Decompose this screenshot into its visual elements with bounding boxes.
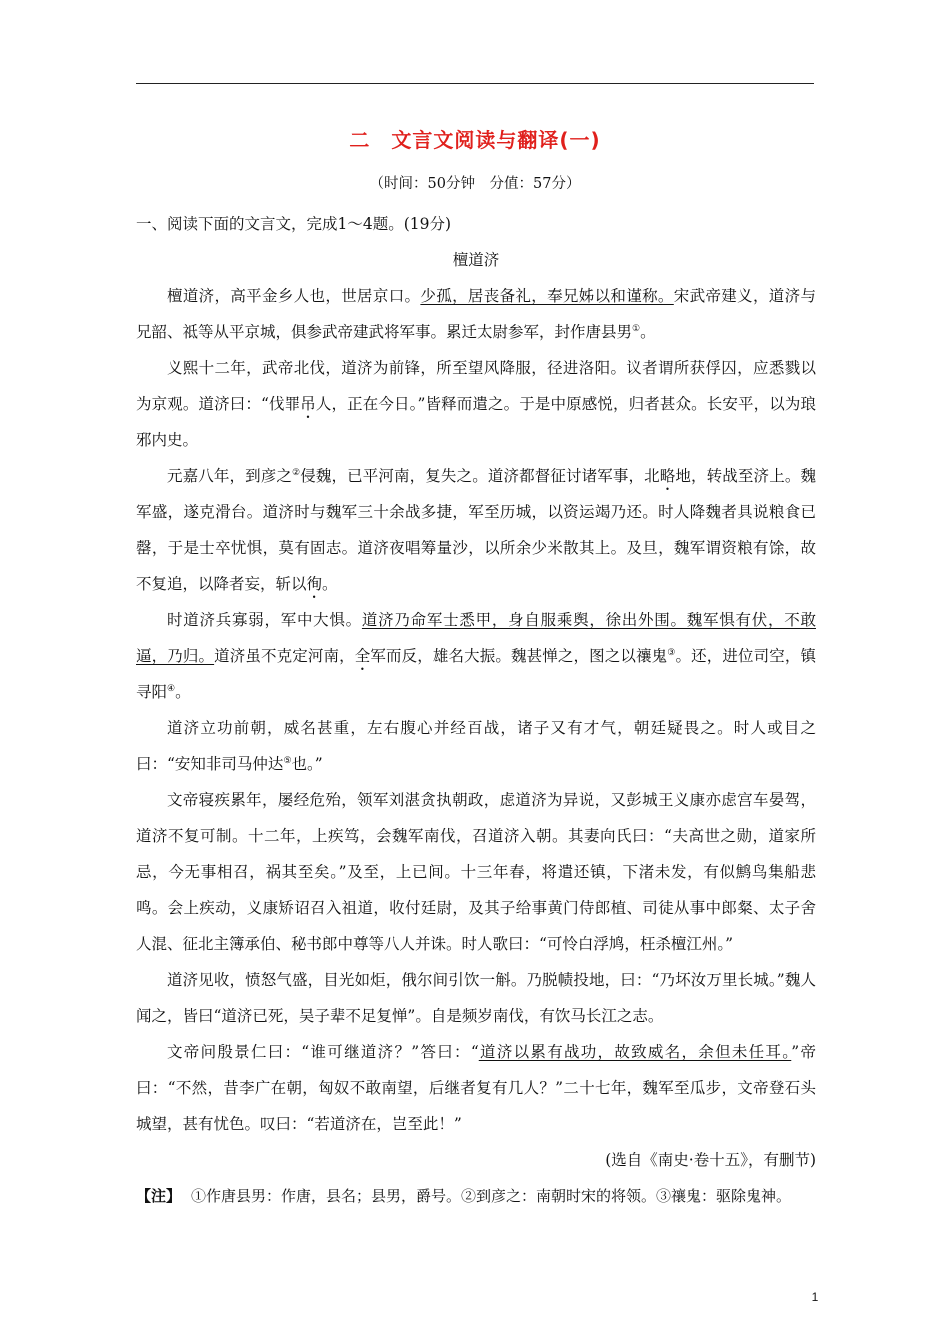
footnote-ref-4: ④ (167, 683, 176, 694)
text-run: 侵魏，已平河南，复失之。道济都督征讨诸军事，北 (300, 467, 660, 485)
dotted-word-lue: 略 (659, 467, 676, 485)
footnote-ref-2: ② (292, 467, 301, 478)
footnote-ref-5: ⑤ (283, 755, 292, 766)
text-run: 军而反，雄名大振。魏甚惮之，图之以禳鬼 (370, 647, 668, 665)
text-run: ”帝曰：“不然，昔李广在朝，匈奴不敢南望，后继者复有几人？”二十七年，魏军至瓜步，文帝登石头城望，甚有忧色。叹曰：“若道济在，岂至此！” (136, 1043, 816, 1133)
paragraph-7: 道济见收，愤怒气盛，目光如炬，俄尔间引饮一斛。乃脱帻投地，曰：“乃坏汝万里长城。”魏人闻之，皆曰“道济已死，吴子辈不足复惮”。自是频岁南伐，有饮马长江之志。 (136, 971, 816, 1025)
underlined-sentence-2: 道济乃命军士悉甲，身自服乘舆，徐出外围。魏军惧有伏，不敢逼，乃归。 (136, 611, 816, 665)
text-run: 时道济兵寡弱，军中大惧。 (167, 611, 362, 629)
footnotes (136, 1178, 816, 1214)
text-run: 地，转战至济上。魏军盛，遂克滑台。道济时与魏军三十余战多捷，军至历城，以资运竭乃还。时人降魏者具说粮食已罄，于是士卒忧惧，莫有固志。道济夜唱筹量沙，以所余少米散其上。及旦，魏军谓资粮有馀，故不复追，以降者妄，斩以 (136, 467, 816, 593)
document-body (136, 206, 816, 1214)
text-run: 元嘉八年，到彦之 (167, 467, 293, 485)
text-run: 也。” (291, 755, 323, 773)
footnote-ref-1: ① (632, 323, 641, 334)
text-run: 。 (175, 683, 191, 701)
paragraph-8 (136, 1034, 816, 1142)
question-heading: 一、阅读下面的文言文，完成1～4题。(19分) (136, 215, 452, 233)
text-run: 檀道济，高平金乡人也，世居京口。 (167, 287, 421, 305)
paragraph-3 (136, 458, 816, 602)
paragraph-1 (136, 278, 816, 350)
text-run: 文帝问殷景仁曰：“谁可继道济？”答曰：“ (167, 1043, 479, 1061)
underlined-sentence-3: 道济以累有战功，故致威名，余但未任耳。 (478, 1043, 792, 1061)
header-rule (136, 83, 814, 84)
paragraph-4 (136, 602, 816, 710)
time-score-info: （时间：50分钟 分值：57分） (369, 176, 581, 192)
text-run: 人，正在今日。”皆释而遣之。于是中原感悦，归者甚众。长安平，以为琅邪内史。 (136, 395, 816, 449)
text-run: 道济虽不克定河南， (214, 647, 355, 665)
underlined-sentence-1: 少孤，居丧备礼，奉兄姊以和谨称。 (420, 287, 674, 305)
text-run: 。 (322, 575, 338, 593)
footnote-ref-3: ③ (667, 647, 676, 658)
text-run: 道济立功前朝，威名甚重，左右腹心并经百战，诸子又有才气，朝廷疑畏之。时人或目之曰：“安知非司马仲达 (136, 719, 816, 773)
note-text: ①作唐县男：作唐，县名；县男，爵号。②到彦之：南朝时宋的将领。③禳鬼：驱除鬼神。 (191, 1187, 792, 1205)
page-number: 1 (811, 1290, 819, 1304)
text-run: 宋武帝建义，道济与兄韶、祗等从平京城，俱参武帝建武将军事。累迁太尉参军，封作唐县男 (136, 287, 816, 341)
passage-title: 檀道济 (452, 251, 500, 269)
text-run: 。 (640, 323, 656, 341)
dotted-word-diao: 吊 (300, 395, 316, 413)
dotted-word-quan: 全 (354, 647, 371, 665)
page-title: 二 文言文阅读与翻译(一) (349, 128, 601, 152)
paragraph-2 (136, 350, 816, 458)
note-label: 【注】 (136, 1187, 182, 1205)
source-citation: (选自《南史·卷十五》，有删节) (605, 1151, 816, 1169)
dotted-word-xun: 徇 (306, 575, 323, 593)
paragraph-5 (136, 710, 816, 782)
paragraph-6: 文帝寝疾累年，屡经危殆，领军刘湛贪执朝政，虑道济为异说，又彭城王义康亦虑宫车晏驾，道济不复可制。十二年，上疾笃，会魏军南伐，召道济入朝。其妻向氏曰：“夫高世之勋，道家所忌，今无事相召，祸其至矣。”及至，上已间。十三年春，将遣还镇，下渚未发，有似鹪鸟集船悲鸣。会上疾动，义康矫诏召入祖道，收付廷尉，及其子给事黄门侍郎植、司徒从事中郎粲、太子舍人混、征北主簿承伯、秘书郎中尊等八人并诛。时人歌曰：“可怜白浮鸠，枉杀檀江州。” (136, 791, 816, 953)
text-run: 义熙十二年，武帝北伐，道济为前锋，所至望风降服，径进洛阳。议者谓所获俘囚，应悉戮以为京观。道济曰：“伐罪 (136, 359, 816, 413)
text-run: 。还，进位司空，镇寻阳 (136, 647, 816, 701)
